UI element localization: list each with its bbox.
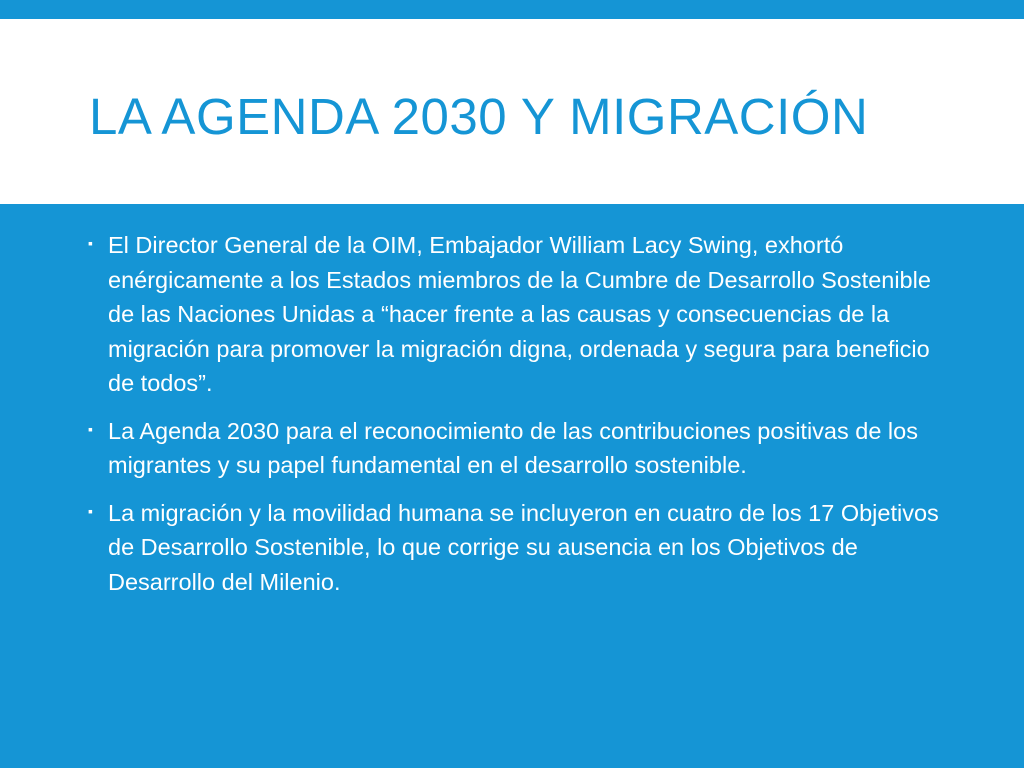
square-bullet-icon: ▪ [88, 235, 93, 251]
bullet-text: La migración y la movilidad humana se incluyeron en cuatro de los 17 Objetivos de Desarrollo Sostenible, lo que corrige su ausencia en los Objetivos de Desarrollo del Milenio. [108, 499, 939, 595]
bullet-item [88, 496, 948, 600]
square-bullet-icon: ▪ [88, 502, 93, 519]
slide-title: LA AGENDA 2030 Y MIGRACIÓN [89, 88, 869, 145]
content-area [0, 204, 1024, 768]
bullet-item [88, 414, 948, 483]
bullet-text: La Agenda 2030 para el reconocimiento de las contribuciones positivas de los migrantes y su papel fundamental en el desarrollo sostenible. [108, 417, 918, 478]
square-bullet-icon: ▪ [88, 420, 93, 437]
bullet-text: El Director General de la OIM, Embajador William Lacy Swing, exhortó enérgicamente a los Estados miembros de la Cumbre de Desarrollo Sostenible de las Naciones Unidas a “hacer frente a las causas y consecuencias de la migración para promover la migración digna, ordenada y segura para beneficio de todos”. [108, 232, 931, 396]
top-accent-bar [0, 0, 1024, 19]
bullet-item [88, 228, 948, 401]
title-area [0, 19, 1024, 204]
bullet-list [88, 228, 948, 612]
